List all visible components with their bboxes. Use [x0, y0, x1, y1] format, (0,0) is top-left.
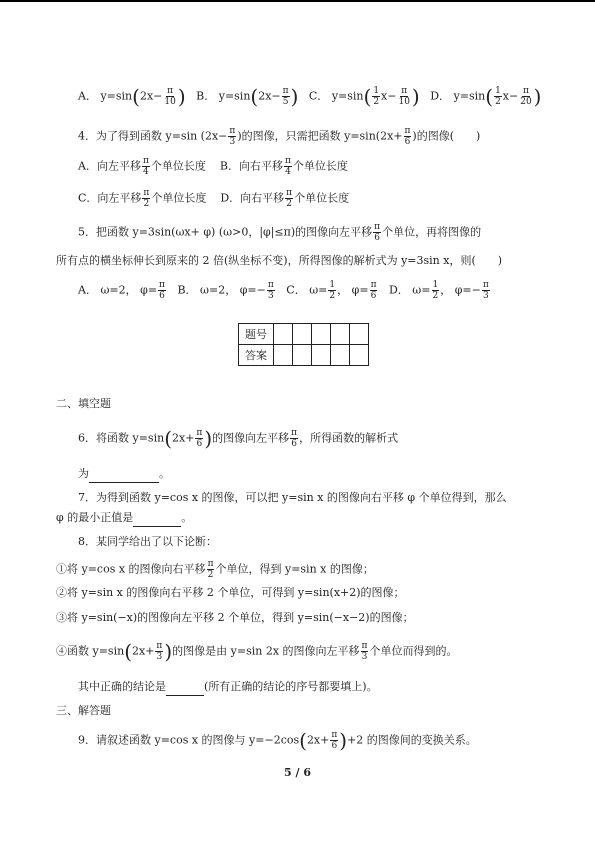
q9 [78, 730, 477, 751]
top-rule [0, 0, 595, 2]
q3-options [78, 86, 541, 107]
table-header-question: 题号 [239, 324, 274, 345]
denominator: 5 [282, 97, 289, 107]
q6-line2 [78, 466, 170, 483]
numerator: π [207, 559, 214, 569]
page-number: 5 / 6 [284, 766, 311, 779]
q3-c-mid: x− [381, 89, 397, 103]
fraction [494, 86, 502, 107]
fraction [142, 156, 150, 177]
q5-stem-b: 个单位，再将图像的 [382, 225, 482, 239]
denominator: 2 [207, 570, 214, 580]
denominator: 3 [156, 652, 163, 662]
numerator: π [282, 86, 289, 96]
q8-item-4 [56, 641, 457, 662]
q3-c-expr: y=sin [331, 89, 364, 103]
fraction [330, 730, 338, 751]
q8-4-a: ④函数 y=sin [56, 644, 125, 658]
q9-b: +2 的图像间的变换关系。 [347, 733, 477, 747]
q7-line1-text: 7．为得到函数 y=cos x 的图像，可以把 y=sin x 的图像向右平移 φ 个单位得到，那么 [78, 491, 507, 504]
q4-stem [78, 126, 480, 147]
paren: ( [363, 84, 372, 109]
fraction [482, 280, 490, 301]
numerator: π [522, 86, 529, 96]
denominator: 2 [373, 97, 380, 107]
q8-stem-text: 8．某同学给出了以下论断： [78, 535, 217, 548]
paren: ) [204, 426, 213, 451]
numerator: π [267, 280, 274, 290]
numerator: π [229, 126, 236, 136]
denominator: 3 [229, 137, 236, 147]
numerator: π [370, 280, 377, 290]
q4-option-d: D．向右平移 [220, 191, 285, 205]
q5-option-d: D． ω= [388, 283, 431, 297]
q3-d-expr: y=sin [453, 89, 486, 103]
q7-line2-post: 。 [181, 511, 193, 524]
numerator: π [401, 86, 408, 96]
answer-cell[interactable] [274, 345, 293, 366]
q4-stem-c: )的图像( ) [412, 129, 481, 143]
fraction [284, 156, 292, 177]
numerator: π [404, 126, 411, 136]
answer-cell[interactable] [293, 345, 312, 366]
fraction [432, 280, 440, 301]
denominator: 6 [404, 137, 411, 147]
section-2-title [56, 396, 111, 412]
paren: ) [290, 84, 299, 109]
q9-a: 9．请叙述函数 y=cos x 的图像与 y=−2cos [78, 733, 300, 747]
numerator: 1 [329, 280, 336, 290]
fraction [372, 86, 380, 107]
q6-answer-blank[interactable] [89, 466, 159, 483]
q5-option-c: C． ω= [286, 283, 328, 297]
fraction [155, 641, 163, 662]
paren: ( [124, 639, 132, 664]
paren: ( [250, 84, 259, 109]
numerator: π [142, 156, 149, 166]
q4-option-b: B．向右平移 [219, 159, 283, 173]
denominator: 6 [196, 439, 203, 449]
q5-option-c-mid: ， φ= [337, 283, 369, 297]
fraction [163, 86, 176, 107]
numerator: π [361, 641, 368, 651]
q4-option-d-post: 个单位长度 [294, 191, 350, 205]
paren: ( [299, 728, 307, 753]
q8-answer-blank[interactable] [166, 679, 204, 696]
denominator: 3 [361, 652, 368, 662]
numerator: π [143, 188, 150, 198]
fraction [142, 188, 150, 209]
paren: ) [533, 84, 542, 109]
fraction [195, 428, 203, 449]
q5-options [78, 280, 491, 301]
q9-inner: 2x+ [306, 733, 330, 747]
numerator: 1 [373, 86, 380, 96]
fraction [207, 559, 215, 580]
q4-options-cd [78, 188, 349, 209]
q3-option-c-label: C． [308, 89, 329, 103]
denominator: 3 [267, 291, 274, 301]
paren: ) [164, 639, 173, 664]
q8-end-post: (所有正确的结论的序号都要填上)。 [204, 680, 378, 693]
q5-option-b: B． ω=2， φ=− [177, 283, 266, 297]
fraction [373, 222, 381, 243]
denominator: 2 [432, 291, 439, 301]
q4-stem-a: 4．为了得到函数 y=sin (2x− [78, 129, 228, 143]
numerator: π [286, 188, 293, 198]
numerator: π [284, 156, 291, 166]
q8-3-text: ③将 y=sin(−x)的图像向左平移 2 个单位，得到 y=sin(−x−2)的图像； [56, 611, 414, 624]
denominator: 2 [329, 291, 336, 301]
answer-cell[interactable] [293, 324, 312, 345]
q4-option-c-post: 个单位长度 [151, 191, 207, 205]
fraction [328, 280, 336, 301]
denominator: 6 [291, 439, 297, 449]
fraction [519, 86, 532, 107]
denominator: 2 [495, 97, 501, 107]
q3-b-expr: y=sin [218, 89, 251, 103]
denominator: 20 [520, 97, 532, 107]
fraction [290, 428, 298, 449]
numerator: π [196, 428, 203, 438]
denominator: 4 [143, 167, 149, 177]
q8-item-3 [56, 610, 414, 626]
q7-line2 [56, 510, 192, 527]
answer-cell[interactable] [312, 324, 331, 345]
q8-item-1 [56, 559, 374, 580]
paren: ( [485, 84, 494, 109]
q6-line1 [78, 428, 398, 449]
fraction [285, 188, 293, 209]
denominator: 2 [286, 199, 292, 209]
answer-cell[interactable] [274, 324, 293, 345]
denominator: 4 [285, 167, 291, 177]
q3-b-inner: 2x− [258, 89, 281, 103]
fraction [361, 641, 369, 662]
numerator: π [156, 641, 163, 651]
section-3-title [56, 703, 111, 719]
q4-option-c: C．向左平移 [78, 191, 142, 205]
q6-inner: 2x+ [172, 431, 195, 445]
q6-a: 6．将函数 y=sin [78, 431, 165, 445]
q8-4-inner: 2x+ [132, 644, 155, 658]
q5-line2-text: 所有点的横坐标伸长到原来的 2 倍(纵坐标不变)，所得图像的解析式为 y=3sin x，则( ) [56, 254, 503, 267]
q7-line2-pre: φ 的最小正值是 [56, 511, 134, 524]
paren: ) [177, 84, 186, 109]
denominator: 10 [164, 97, 176, 107]
numerator: π [291, 428, 298, 438]
denominator: 6 [159, 291, 165, 301]
denominator: 6 [331, 741, 338, 751]
q8-stem [78, 534, 217, 550]
fraction [397, 86, 410, 107]
numerator: π [374, 222, 381, 232]
q4-option-a: A．向左平移 [78, 159, 141, 173]
answer-cell[interactable] [331, 345, 350, 366]
q8-4-b: 的图像是由 y=sin 2x 的图像向左平移 [172, 644, 360, 658]
q7-answer-blank[interactable] [133, 510, 181, 527]
section-3-title-text: 三、解答题 [56, 704, 111, 717]
paren: ) [411, 84, 420, 109]
numerator: π [159, 280, 165, 290]
q5-stem [78, 222, 481, 243]
numerator: 1 [432, 280, 439, 290]
denominator: 3 [482, 291, 489, 301]
numerator: π [167, 86, 174, 96]
q3-option-b-label: B． [196, 89, 216, 103]
q3-option-d-label: D． [430, 89, 451, 103]
q4-options-ab [78, 156, 348, 177]
q8-2-text: ②将 y=sin x 的图像向右平移 2 个单位，可得到 y=sin(x+2)的图像； [56, 586, 405, 599]
numerator: π [331, 730, 338, 740]
q5-line2 [56, 253, 502, 269]
q8-item-2 [56, 585, 405, 601]
paren: ( [164, 426, 172, 451]
section-2-title-text: 二、填空题 [56, 397, 111, 410]
fraction [404, 126, 412, 147]
q7-line1 [78, 490, 507, 506]
table-header-answer: 答案 [239, 345, 274, 366]
q6-c: ，所得函数的解析式 [299, 431, 399, 445]
q5-stem-a: 5．把函数 y=3sin(ωx+ φ) (ω>0，|φ|≤π)的图像向左平移 [78, 225, 373, 239]
q4-option-b-post: 个单位长度 [292, 159, 348, 173]
q8-end-pre: 其中正确的结论是 [78, 680, 166, 693]
q5-option-d-mid: ， φ=− [440, 283, 481, 297]
q5-option-a: A． ω=2， φ= [78, 283, 158, 297]
q8-1-b: 个单位，得到 y=sin x 的图像； [215, 562, 374, 576]
fraction [228, 126, 236, 147]
q4-stem-b: )的图像，只需把函数 y=sin(2x+ [237, 129, 403, 143]
numerator: 1 [495, 86, 501, 96]
answer-cell[interactable] [350, 324, 369, 345]
table-row [239, 324, 369, 345]
numerator: π [482, 280, 489, 290]
denominator: 6 [370, 291, 377, 301]
paren: ( [132, 84, 140, 109]
q3-option-a-label: A． [78, 89, 97, 103]
answer-cell[interactable] [350, 345, 369, 366]
denominator: 2 [143, 199, 150, 209]
fraction [267, 280, 275, 301]
q6-b: 的图像向左平移 [212, 431, 290, 445]
q8-1-a: ①将 y=cos x 的图像向右平移 [56, 562, 206, 576]
q6-line2-pre: 为 [78, 467, 89, 480]
q3-a-expr: y=sin [100, 89, 133, 103]
q4-option-a-post: 个单位长度 [150, 159, 206, 173]
answer-cell[interactable] [312, 345, 331, 366]
fraction [370, 280, 378, 301]
paren: ) [339, 728, 348, 753]
fraction [158, 280, 166, 301]
fraction [282, 86, 290, 107]
q3-d-mid: x− [502, 89, 519, 103]
denominator: 6 [374, 233, 380, 243]
q8-end [78, 679, 378, 696]
answer-table [238, 323, 369, 366]
answer-cell[interactable] [331, 324, 350, 345]
q8-4-c: 个单位而得到的。 [369, 644, 458, 658]
table-row [239, 345, 369, 366]
q3-a-inner: 2x− [139, 89, 163, 103]
denominator: 10 [398, 97, 410, 107]
q6-line2-post: 。 [159, 467, 170, 480]
